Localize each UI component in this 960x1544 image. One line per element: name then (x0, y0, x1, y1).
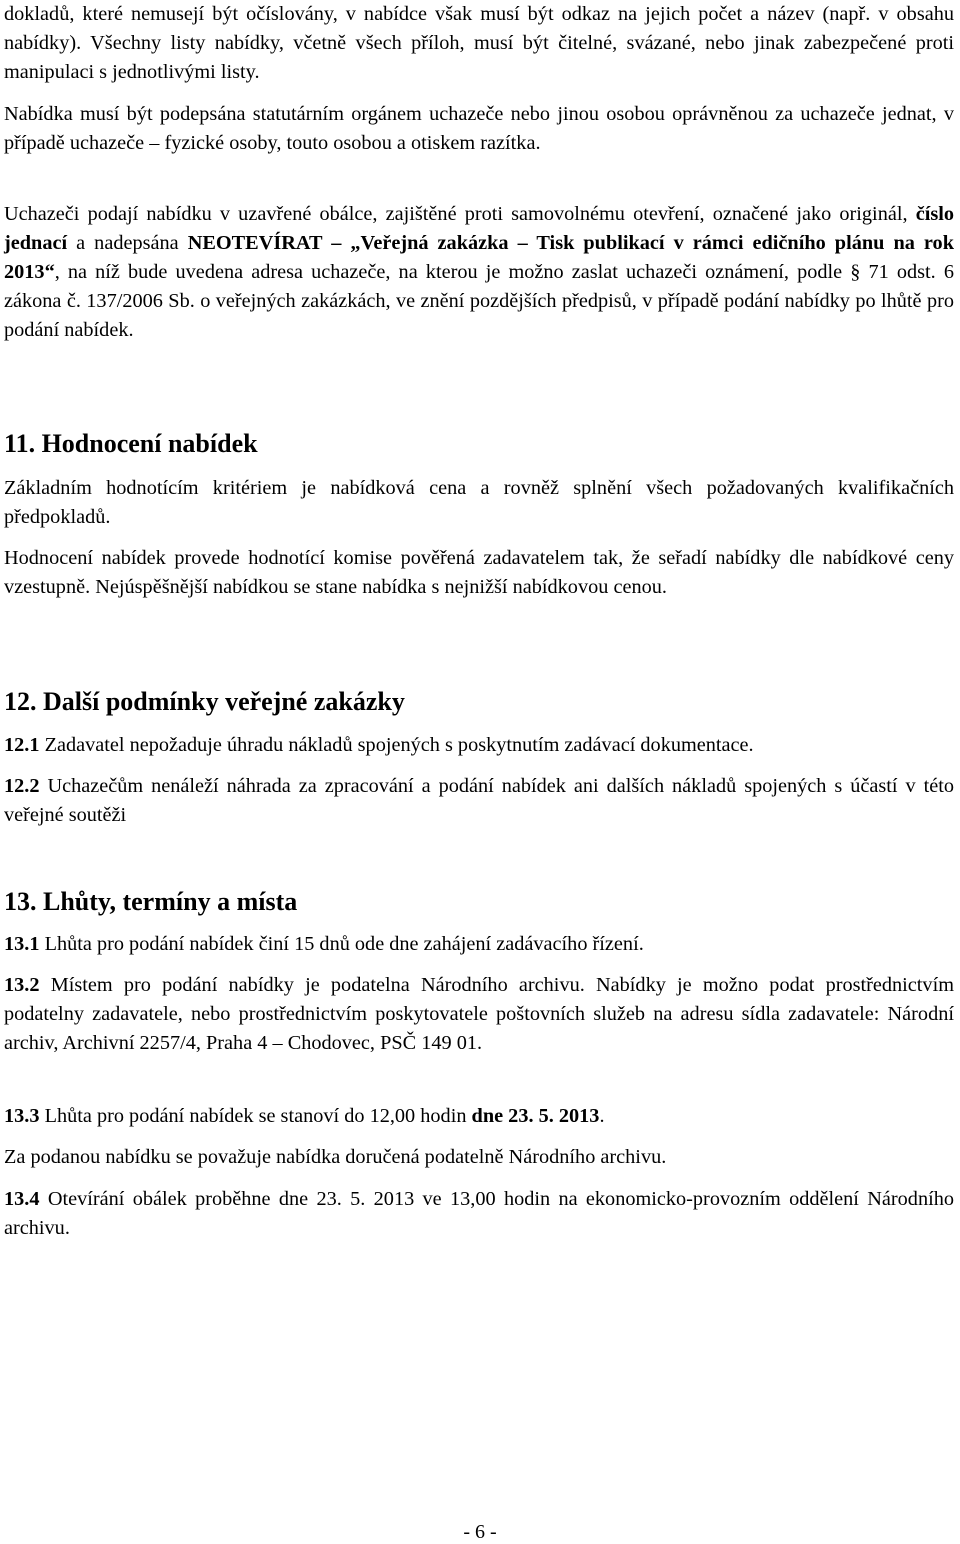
item-text: Uchazečům nenáleží náhrada za zpracování a podání nabídek ani dalších nákladů spojených s účastí v této veřejné soutěži (4, 775, 954, 826)
envelope-bold-label: NEOTEVÍRAT – „Veřejná zakázka – Tisk publikací v rámci edičního plánu na rok 2013“ (4, 232, 954, 283)
section-12-heading: 12. Další podmínky veřejné zakázky (4, 687, 405, 716)
item-text: Zadavatel nepožaduje úhradu nákladů spojených s poskytnutím zadávací dokumentace. (39, 734, 754, 756)
section-11-para-1: Základním hodnotícím kritériem je nabídková cena a rovněž splnění všech požadovaných kvalifikačních předpokladů. (4, 477, 954, 528)
item-text-tail: . (599, 1105, 605, 1127)
section-11-para-2: Hodnocení nabídek provede hodnotící komise pověřená zadavatelem tak, že seřadí nabídky dle nabídkové ceny vzestupně. Nejúspěšnější nabídkou se stane nabídka s nejnižší nabídkovou cenou. (4, 547, 954, 598)
signature-paragraph: Nabídka musí být podepsána statutárním orgánem uchazeče nebo jinou osobou oprávněnou za uchazeče jednat, v případě uchazeče – fyzické osoby, touto osobou a otiskem razítka. (4, 103, 954, 154)
section-13-item-3 (4, 1102, 954, 1131)
envelope-paragraph (4, 200, 954, 345)
section-11-heading: 11. Hodnocení nabídek (4, 429, 258, 458)
item-text: Místem pro podání nabídky je podatelna Národního archivu. Nabídky je možno podat prostřednictvím podatelny zadavatele, nebo prostřednictvím poskytovatele poštovních služeb na adresu sídla zadavatele: Národní archiv, Archivní 2257/4, Praha 4 – Chodovec, PSČ 149 01. (4, 974, 954, 1054)
item-number: 13.1 (4, 933, 40, 955)
page-number: - 6 - (463, 1521, 497, 1543)
item-number: 13.4 (4, 1188, 40, 1210)
intro-paragraph: dokladů, které nemusejí být očíslovány, v nabídce však musí být odkaz na jejich počet a název (např. v obsahu nabídky). Všechny listy nabídky, včetně všech příloh, musí být čitelné, svázané, nebo jinak zabezpečené proti manipulaci s jednotlivými listy. (4, 3, 954, 83)
item-number: 13.3 (4, 1105, 40, 1127)
item-number: 12.1 (4, 734, 40, 756)
deadline-date: dne 23. 5. 2013 (471, 1105, 600, 1127)
section-13-item-4 (4, 1185, 954, 1243)
envelope-text-2: a nadepsána (67, 232, 188, 254)
item-text: Lhůta pro podání nabídek se stanoví do 12,00 hodin (39, 1105, 472, 1127)
section-12-item-1 (4, 731, 954, 760)
envelope-text-3: , na níž bude uvedena adresa uchazeče, na kterou je možno zaslat uchazeči oznámení, podle § 71 odst. 6 zákona č. 137/2006 Sb. o veřejných zakázkách, ve znění pozdějších předpisů, v případě podání nabídky po lhůtě pro podání nabídek. (4, 261, 954, 341)
section-13-heading: 13. Lhůty, termíny a místa (4, 887, 298, 916)
section-13-item-2 (4, 971, 954, 1058)
envelope-text-1: Uchazeči podají nabídku v uzavřené obálce, zajištěné proti samovolnému otevření, označené jako originál, (4, 203, 916, 225)
section-12-item-2 (4, 772, 954, 830)
item-text: Otevírání obálek proběhne dne 23. 5. 2013 ve 13,00 hodin na ekonomicko-provozním oddělení Národního archivu. (4, 1188, 954, 1239)
delivered-paragraph: Za podanou nabídku se považuje nabídka doručená podatelně Národního archivu. (4, 1146, 667, 1168)
item-text: Lhůta pro podání nabídek činí 15 dnů ode dne zahájení zadávacího řízení. (39, 933, 644, 955)
section-13-item-1 (4, 930, 954, 959)
item-number: 13.2 (4, 974, 40, 996)
envelope-bold-reference: číslo jednací (4, 203, 954, 254)
item-number: 12.2 (4, 775, 40, 797)
